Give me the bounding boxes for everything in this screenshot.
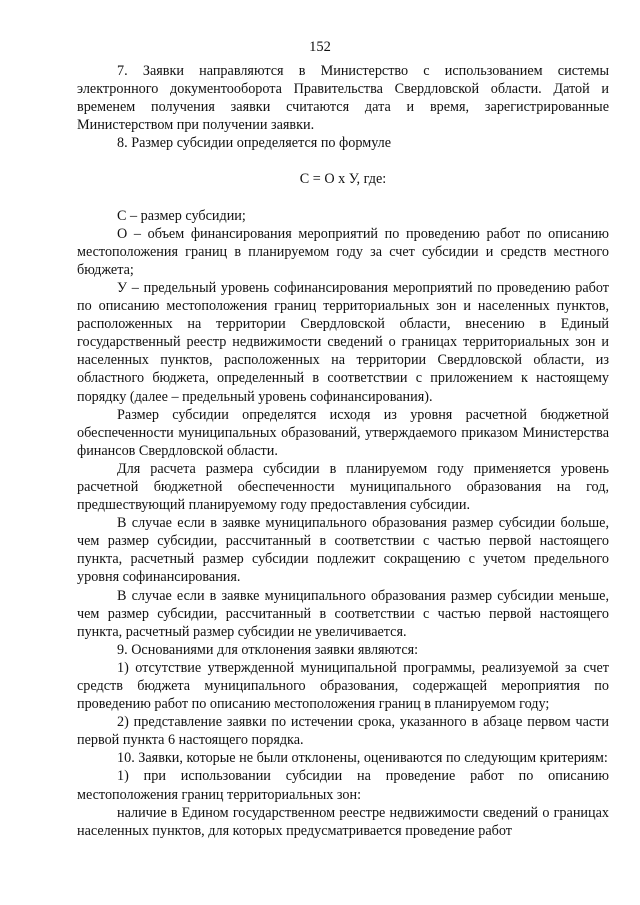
paragraph-7: 7. Заявки направляются в Министерство с использованием системы электронного документооборота Правительства Свердловской области. Датой и временем получения заявки считаются дата и время, зарегистрированные Министерством при получении заявки. [77,63,609,134]
paragraph-subsidy-basis: Размер субсидии определятся исходя из уровня расчетной бюджетной обеспеченности муниципальных образований, утверждаемого приказом Министерства финансов Свердловской области. [77,406,609,459]
rejection-reason-2: 2) представление заявки по истечении срока, указанного в абзаце первом части первой пункта 6 настоящего порядка. [77,714,609,749]
document-body [77,62,609,840]
paragraph-8: 8. Размер субсидии определяется по формуле [117,135,392,152]
definition-u: У – предельный уровень софинансирования мероприятий по проведению работ по описанию местоположения границ территориальных зон и населенных пунктов, расположенных на территории Свердловской области, внесению в Единый государственный реестр недвижимости сведений о границах территориальных зон и населенных пунктов, расположенных на территории Свердловской области, из областного бюджета, определенный в соответствии с приложением к настоящему порядку (далее – предельный уровень софинансирования). [77,279,609,405]
criterion-1: 1) при использовании субсидии на проведение работ по описанию местоположения границ территориальных зон: [77,768,609,803]
paragraph-9: 9. Основаниями для отклонения заявки являются: [117,641,419,658]
paragraph-calculation-year: Для расчета размера субсидии в планируемом году применяется уровень расчетной бюджетной обеспеченности муниципального образования на год, предшествующий планируемому году предоставления субсидии. [77,460,609,514]
rejection-reason-1: 1) отсутствие утвержденной муниципальной программы, реализуемой за счет средств бюджета муниципального образования, содержащей мероприятия по проведению работ по описанию местоположения границ в планируемом году; [77,659,609,713]
definition-o: О – объем финансирования мероприятий по проведению работ по описанию местоположения границ в планируемом году за счет субсидии и средств местного бюджета; [77,225,609,278]
definition-c: С – размер субсидии; [117,207,246,224]
paragraph-reduction: В случае если в заявке муниципального образования размер субсидии больше, чем размер субсидии, рассчитанный в соответствии с частью первой настоящего пункта, расчетный размер субсидии подлежит сокращению с учетом предельного уровня софинансирования. [77,515,609,586]
criterion-1-detail: наличие в Едином государственном реестре недвижимости сведений о границах населенных пунктов, для которых предусматривается проведение работ [77,804,609,839]
subsidy-formula: С = О х У, где: [299,171,387,188]
paragraph-10: 10. Заявки, которые не были отклонены, оцениваются по следующим критериям: [117,750,608,767]
paragraph-no-increase: В случае если в заявке муниципального образования размер субсидии меньше, чем размер субсидии, рассчитанный в соответствии с частью первой настоящего пункта, расчетный размер субсидии не увеличивается. [77,587,609,640]
page-number: 152 [309,39,331,55]
